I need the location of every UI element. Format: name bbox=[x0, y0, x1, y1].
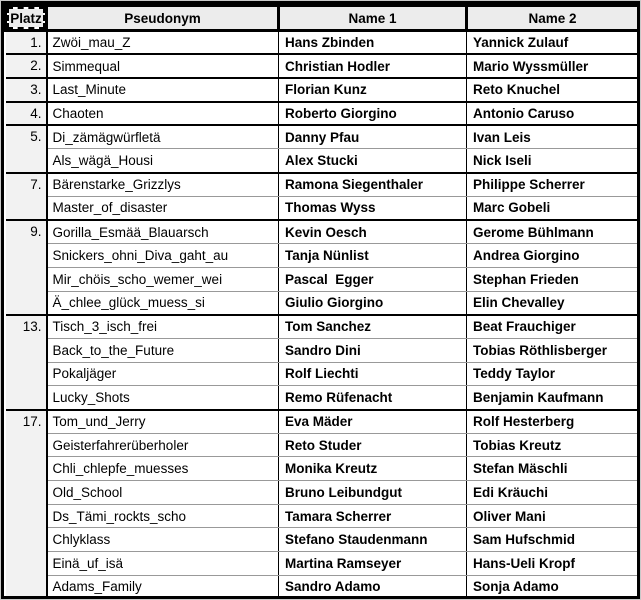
results-tbody bbox=[6, 31, 639, 600]
header-name1[interactable]: Name 1 bbox=[279, 6, 467, 31]
table-row bbox=[6, 362, 639, 386]
cell-name2[interactable]: Yannick Zulauf bbox=[467, 31, 639, 55]
cell-name2[interactable]: Edi Kräuchi bbox=[467, 481, 639, 505]
table-row bbox=[6, 196, 639, 220]
cell-name1[interactable]: Alex Stucki bbox=[279, 149, 467, 173]
cell-pseudonym[interactable]: Geisterfahrerüberholer bbox=[47, 433, 279, 457]
table-row bbox=[6, 291, 639, 315]
cell-pseudonym[interactable]: Tisch_3_isch_frei bbox=[47, 315, 279, 339]
cell-name2[interactable]: Tobias Röthlisberger bbox=[467, 338, 639, 362]
cell-name2[interactable]: Sam Hufschmid bbox=[467, 528, 639, 552]
cell-name1[interactable]: Sandro Dini bbox=[279, 338, 467, 362]
cell-name1[interactable]: Hans Zbinden bbox=[279, 31, 467, 55]
table-row bbox=[6, 78, 639, 102]
header-row bbox=[6, 6, 639, 31]
cell-name1[interactable]: Bruno Leibundgut bbox=[279, 481, 467, 505]
table-row bbox=[6, 102, 639, 126]
header-platz[interactable]: Platz bbox=[6, 6, 47, 31]
cell-name1[interactable]: Reto Studer bbox=[279, 433, 467, 457]
cell-name1[interactable]: Christian Hodler bbox=[279, 54, 467, 78]
cell-pseudonym[interactable]: Chlyklass bbox=[47, 528, 279, 552]
cell-pseudonym[interactable]: Snickers_ohni_Diva_gaht_au bbox=[47, 244, 279, 268]
cell-name2[interactable]: Antonio Caruso bbox=[467, 102, 639, 126]
cell-name2[interactable]: Mario Wyssmüller bbox=[467, 54, 639, 78]
cell-name2[interactable]: Sonja Adamo bbox=[467, 575, 639, 599]
cell-name1[interactable]: Sandro Adamo bbox=[279, 575, 467, 599]
cell-name2[interactable]: Benjamin Kaufmann bbox=[467, 386, 639, 410]
cell-pseudonym[interactable]: Master_of_disaster bbox=[47, 196, 279, 220]
cell-name2[interactable]: Rolf Hesterberg bbox=[467, 410, 639, 434]
cell-platz[interactable]: 1. bbox=[6, 31, 47, 55]
header-pseudonym[interactable]: Pseudonym bbox=[47, 6, 279, 31]
cell-pseudonym[interactable]: Tom_und_Jerry bbox=[47, 410, 279, 434]
cell-name1[interactable]: Ramona Siegenthaler bbox=[279, 173, 467, 197]
cell-pseudonym[interactable]: Einä_uf_isä bbox=[47, 552, 279, 576]
cell-pseudonym[interactable]: Di_zämägwürfletä bbox=[47, 125, 279, 149]
cell-name1[interactable]: Tamara Scherrer bbox=[279, 504, 467, 528]
cell-pseudonym[interactable]: Zwöi_mau_Z bbox=[47, 31, 279, 55]
cell-pseudonym[interactable]: Ds_Tämi_rockts_scho bbox=[47, 504, 279, 528]
cell-pseudonym[interactable]: Old_School bbox=[47, 481, 279, 505]
cell-name1[interactable]: Remo Rüfenacht bbox=[279, 386, 467, 410]
cell-pseudonym[interactable]: Lucky_Shots bbox=[47, 386, 279, 410]
cell-name1[interactable]: Pascal Egger bbox=[279, 267, 467, 291]
cell-name2[interactable]: Tobias Kreutz bbox=[467, 433, 639, 457]
cell-name1[interactable]: Kevin Oesch bbox=[279, 220, 467, 244]
cell-platz[interactable]: 5. bbox=[6, 125, 47, 172]
table-row bbox=[6, 457, 639, 481]
cell-name1[interactable]: Florian Kunz bbox=[279, 78, 467, 102]
cell-pseudonym[interactable]: Pokaljäger bbox=[47, 362, 279, 386]
table-row bbox=[6, 31, 639, 55]
table-row bbox=[6, 125, 639, 149]
table-row bbox=[6, 386, 639, 410]
cell-name1[interactable]: Giulio Giorgino bbox=[279, 291, 467, 315]
table-row bbox=[6, 575, 639, 599]
header-name2[interactable]: Name 2 bbox=[467, 6, 639, 31]
cell-platz[interactable]: 7. bbox=[6, 173, 47, 220]
cell-name1[interactable]: Roberto Giorgino bbox=[279, 102, 467, 126]
cell-name2[interactable]: Elin Chevalley bbox=[467, 291, 639, 315]
cell-name2[interactable]: Ivan Leis bbox=[467, 125, 639, 149]
cell-name2[interactable]: Stefan Mäschli bbox=[467, 457, 639, 481]
cell-name1[interactable]: Stefano Staudenmann bbox=[279, 528, 467, 552]
table-row bbox=[6, 315, 639, 339]
cell-platz[interactable]: 17. bbox=[6, 410, 47, 600]
table-row bbox=[6, 552, 639, 576]
cell-platz[interactable]: 4. bbox=[6, 102, 47, 126]
cell-name2[interactable]: Nick Iseli bbox=[467, 149, 639, 173]
table-row bbox=[6, 433, 639, 457]
cell-platz[interactable]: 13. bbox=[6, 315, 47, 410]
cell-name1[interactable]: Eva Mäder bbox=[279, 410, 467, 434]
cell-name2[interactable]: Teddy Taylor bbox=[467, 362, 639, 386]
table-row bbox=[6, 504, 639, 528]
table-row bbox=[6, 173, 639, 197]
cell-name1[interactable]: Danny Pfau bbox=[279, 125, 467, 149]
cell-name1[interactable]: Rolf Liechti bbox=[279, 362, 467, 386]
cell-name2[interactable]: Gerome Bühlmann bbox=[467, 220, 639, 244]
cell-pseudonym[interactable]: Chaoten bbox=[47, 102, 279, 126]
cell-platz[interactable]: 9. bbox=[6, 220, 47, 315]
cell-name2[interactable]: Oliver Mani bbox=[467, 504, 639, 528]
cell-name1[interactable]: Tom Sanchez bbox=[279, 315, 467, 339]
results-table bbox=[4, 4, 640, 599]
cell-pseudonym[interactable]: Last_Minute bbox=[47, 78, 279, 102]
cell-name1[interactable]: Tanja Nünlist bbox=[279, 244, 467, 268]
table-row bbox=[6, 244, 639, 268]
cell-pseudonym[interactable]: Back_to_the_Future bbox=[47, 338, 279, 362]
cell-pseudonym[interactable]: Mir_chöis_scho_wemer_wei bbox=[47, 267, 279, 291]
cell-pseudonym[interactable]: Adams_Family bbox=[47, 575, 279, 599]
cell-pseudonym[interactable]: Chli_chlepfe_muesses bbox=[47, 457, 279, 481]
table-row bbox=[6, 410, 639, 434]
cell-platz[interactable]: 2. bbox=[6, 54, 47, 78]
cell-name1[interactable]: Thomas Wyss bbox=[279, 196, 467, 220]
cell-name1[interactable]: Martina Ramseyer bbox=[279, 552, 467, 576]
table-row bbox=[6, 338, 639, 362]
cell-name2[interactable]: Reto Knuchel bbox=[467, 78, 639, 102]
cell-name2[interactable]: Hans-Ueli Kropf bbox=[467, 552, 639, 576]
table-row bbox=[6, 267, 639, 291]
table-row bbox=[6, 481, 639, 505]
table-row bbox=[6, 54, 639, 78]
cell-platz[interactable]: 3. bbox=[6, 78, 47, 102]
cell-pseudonym[interactable]: Simmequal bbox=[47, 54, 279, 78]
cell-pseudonym[interactable]: Als_wägä_Housi bbox=[47, 149, 279, 173]
table-row bbox=[6, 149, 639, 173]
cell-name1[interactable]: Monika Kreutz bbox=[279, 457, 467, 481]
results-table-frame bbox=[1, 1, 640, 599]
table-row bbox=[6, 528, 639, 552]
cell-name2[interactable]: Andrea Giorgino bbox=[467, 244, 639, 268]
cell-name2[interactable]: Stephan Frieden bbox=[467, 267, 639, 291]
cell-pseudonym[interactable]: Bärenstarke_Grizzlys bbox=[47, 173, 279, 197]
cell-pseudonym[interactable]: Gorilla_Esmää_Blauarsch bbox=[47, 220, 279, 244]
table-row bbox=[6, 220, 639, 244]
cell-pseudonym[interactable]: Ä_chlee_glück_muess_si bbox=[47, 291, 279, 315]
cell-name2[interactable]: Beat Frauchiger bbox=[467, 315, 639, 339]
cell-name2[interactable]: Philippe Scherrer bbox=[467, 173, 639, 197]
cell-name2[interactable]: Marc Gobeli bbox=[467, 196, 639, 220]
